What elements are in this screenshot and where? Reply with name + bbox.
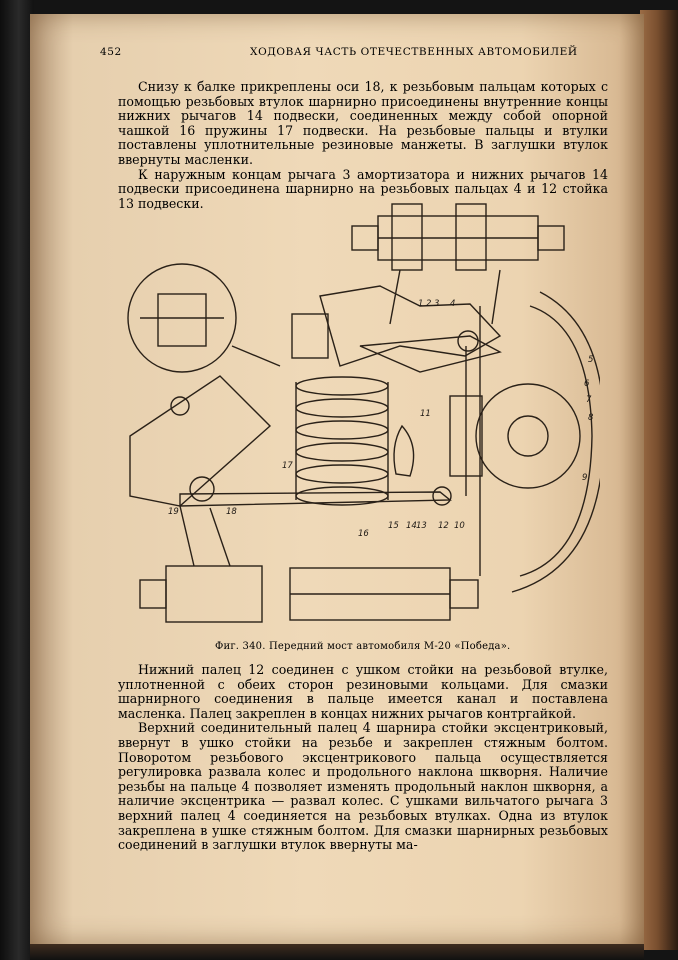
text-block-bottom [118, 663, 608, 853]
paragraph: К наружным концам рычага 3 амортизатора и нижних рычагов 14 подвески присоединена шарнирно на резьбовых пальцах 4 и 12 стойка 13 подвески. [118, 166, 608, 211]
coil-spring [296, 377, 388, 505]
running-title: ХОДОВАЯ ЧАСТЬ ОТЕЧЕСТВЕННЫХ АВТОМОБИЛЕЙ [250, 46, 578, 58]
frame-body [320, 286, 500, 366]
callout-7: 7 [586, 395, 592, 405]
paragraph: Снизу к балке прикреплены оси 18, к резьбовым пальцам которых с помощью резьбовых втулок шарнирно присоединены внутренние концы нижних рычагов 14 подвески, соединенных между собой опорной чашкой 16 пружины 17 подвески. На резьбовые пальцы и втулки поставлены уплотнительные резиновые манжеты. В заглушки втулок ввернуты масленки. [118, 79, 608, 167]
callout-16: 16 [358, 529, 369, 539]
callout-4: 4 [450, 299, 456, 309]
callout-5: 5 [588, 355, 594, 365]
figure-front-axle [120, 196, 600, 636]
callout-8: 8 [588, 413, 594, 423]
figure-callouts [168, 299, 594, 539]
wheel-hub [476, 384, 580, 488]
callout-1: 1 [418, 299, 424, 309]
callout-9: 9 [582, 473, 588, 483]
bottom-left-bushing [166, 566, 262, 622]
callout-10: 10 [454, 521, 465, 531]
paragraph: Нижний палец 12 соединен с ушком стойки на резьбовой втулке, уплотненной с обеих сторон резиновыми кольцами. Для смазки шарнирного соединения в пальце имеется канал и поставлена масленка. Палец закреплен в концах нижних рычагов контргайкой. [118, 662, 608, 721]
callout-3: 3 [434, 299, 440, 309]
figure-caption: Фиг. 340. Передний мост автомобиля М-20 «Победа». [215, 641, 511, 652]
callout-12: 12 [438, 521, 449, 531]
callout-17: 17 [282, 461, 293, 471]
upper-arm [360, 336, 500, 372]
callout-19: 19 [168, 507, 179, 517]
callout-14: 14 [406, 521, 417, 531]
text-block-top [118, 80, 608, 211]
paragraph: Верхний соединительный палец 4 шарнира стойки эксцентриковый, ввернут в ушко стойки на резьбе и закреплен стяжным болтом. Поворотом резьбового эксцентрикового пальца осуществляется регулировка развала колес и продольного наклона шкворня. Наличие резьбы на пальце 4 позволяет изменять продольный наклон шкворня, а наличие эксцентрика — развал колес. С ушками вильчатого рычага 3 верхний палец 4 соединяется на резьбовых втулках. Одна из втулок закреплена в ушке стяжным болтом. Для смазки шарнирных резьбовых соединений в заглушки втулок ввернуты ма- [118, 720, 608, 853]
callout-6: 6 [584, 379, 590, 389]
page-number: 452 [100, 46, 122, 58]
callout-11: 11 [420, 409, 431, 419]
callout-2: 2 [426, 299, 432, 309]
callout-13: 13 [416, 521, 427, 531]
callout-15: 15 [388, 521, 399, 531]
book-spine [0, 0, 34, 960]
running-head [100, 46, 620, 64]
callout-18: 18 [226, 507, 237, 517]
page-edge-right [640, 10, 678, 950]
figure-drawing [120, 196, 600, 636]
